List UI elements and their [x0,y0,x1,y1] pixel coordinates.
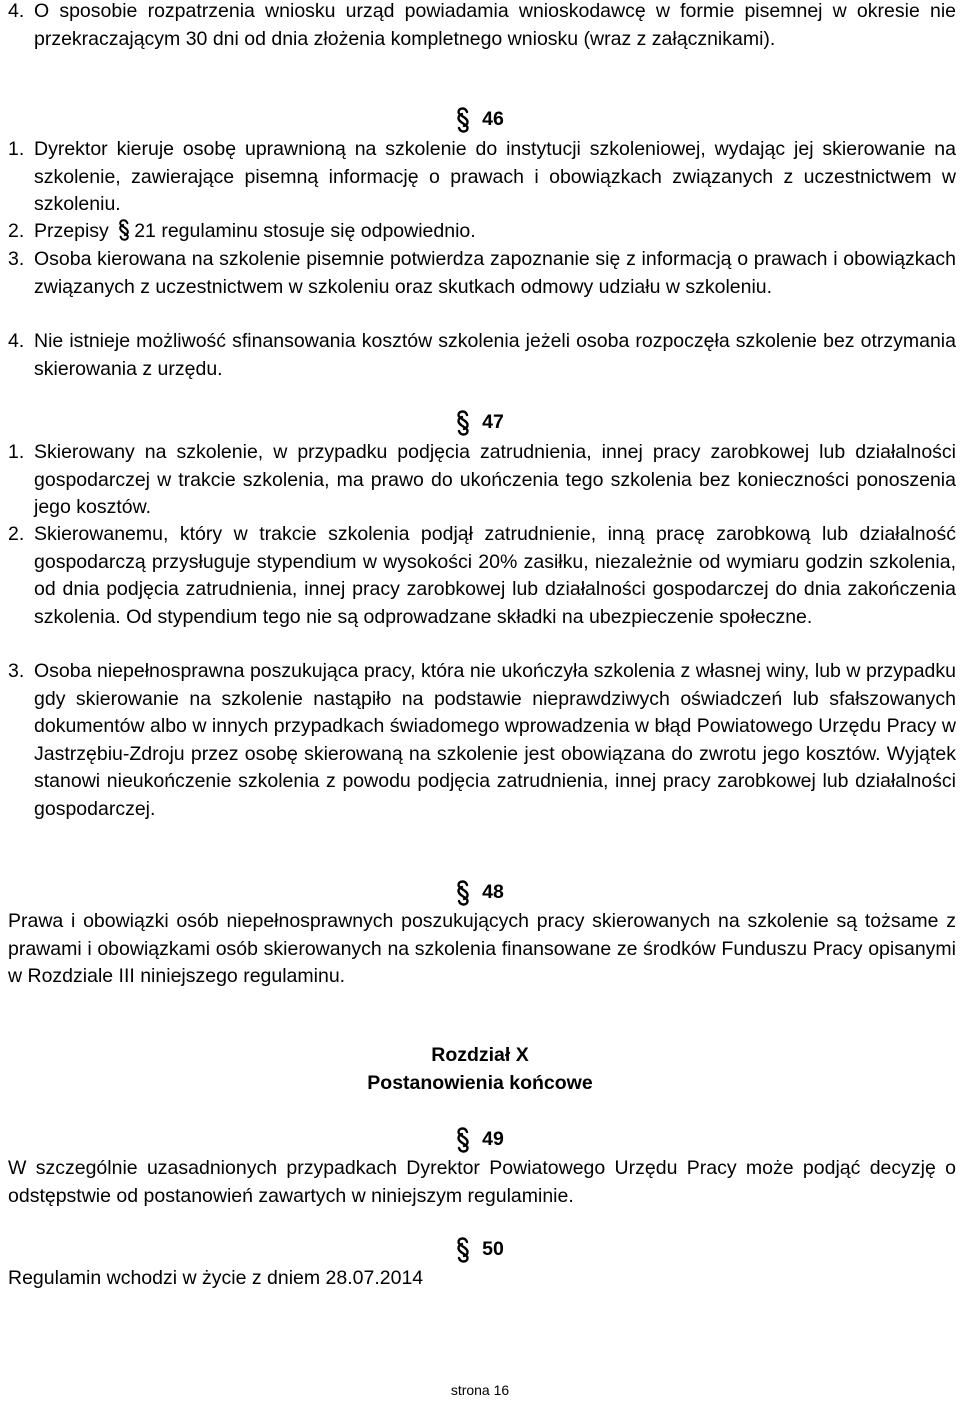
list-item [0,0,956,53]
section-47-heading [0,410,960,436]
section-number: 46 [482,108,504,131]
list-item [0,136,956,219]
item-number: 1. [8,441,25,463]
section-number: 50 [482,1238,504,1261]
section-sign-icon [456,107,470,133]
list-item [0,439,956,522]
chapter-title: Rozdział X [431,1044,529,1066]
section-49-text: W szczególnie uzasadnionych przypadkach Dyrektor Powiatowego Urzędu Pracy może podjąć decyzję o odstępstwie od postanowień zawartych w niniejszym regulaminie. [8,1157,956,1207]
section-sign-icon [456,1127,470,1153]
section-46-heading [0,107,960,133]
section-sign-icon [456,880,470,906]
list-item [0,246,956,301]
list-item [0,521,956,631]
page-number: strona 16 [450,1382,510,1398]
item-text: Nie istnieje możliwość sfinansowania kosztów szkolenia jeżeli osoba rozpoczęła szkolenie bez otrzymania skierowania z urzędu. [34,330,956,380]
list-item [0,658,956,823]
item-number: 4. [8,0,25,22]
item-text: Dyrektor kieruje osobę uprawnioną na szkolenie do instytucji szkoleniowej, wydając jej skierowanie na szkolenie, zawierające pisemną informację o prawach i obowiązkach związanych z uczestnictwem w szkoleniu. [34,138,956,215]
item-text: O sposobie rozpatrzenia wniosku urząd powiadamia wnioskodawcę w formie pisemnej w okresie nie przekraczającym 30 dni od dnia złożenia kompletnego wniosku (wraz z załącznikami). [34,0,956,50]
item-text-end: regulaminu stosuje się odpowiednio. [161,220,476,242]
item-number: 2. [8,220,25,242]
section-reference: 21 [134,220,156,242]
section-number: 49 [482,1128,504,1151]
section-number: 48 [482,881,504,904]
item-number: 3. [8,248,25,270]
section-sign-icon [456,410,470,436]
section-48-heading [0,880,960,906]
section-number: 47 [482,411,504,434]
item-number: 4. [8,330,25,352]
item-text: Skierowany na szkolenie, w przypadku podjęcia zatrudnienia, innej pracy zarobkowej lub działalności gospodarczej w trakcie szkolenia, ma prawo do ukończenia tego szkolenia bez konieczności ponoszenia jego kosztów. [34,441,956,518]
item-text [34,218,956,246]
item-number: 1. [8,138,25,160]
chapter-subtitle: Postanowienia końcowe [367,1072,593,1094]
item-text: Osoba niepełnosprawna poszukująca pracy, która nie ukończyła szkolenia z własnej winy, lub w przypadku gdy skierowanie na szkolenie nastąpiło na podstawie nieprawdziwych oświadczeń lub sfałszowanych dokumentów albo w innych przypadkach świadomego wprowadzenia w błąd Powiatowego Urzędu Pracy w Jastrzębiu-Zdroju przez osobę skierowaną na szkolenie jest obowiązana do zwrotu jego kosztów. Wyjątek stanowi nieukończenie szkolenia z powodu podjęcia zatrudnienia, innej pracy zarobkowej lub działalności gospodarczej. [34,660,956,820]
item-number: 2. [8,523,25,545]
section-49-heading [0,1127,960,1153]
section-sign-icon [456,1237,470,1263]
section-50-text: Regulamin wchodzi w życie z dniem 28.07.2014 [8,1267,424,1289]
section-50-heading [0,1237,960,1263]
list-item [0,218,956,246]
section-sign-icon [118,219,130,241]
item-text: Osoba kierowana na szkolenie pisemnie potwierdza zapoznanie się z informacją o prawach i obowiązkach związanych z uczestnictwem w szkoleniu oraz skutkach odmowy udziału w szkoleniu. [34,248,956,298]
item-number: 3. [8,660,25,682]
item-text-start: Przepisy [34,220,109,242]
list-item [0,328,956,383]
section-48-text: Prawa i obowiązki osób niepełnosprawnych poszukujących pracy skierowanych na szkolenie są tożsame z prawami i obowiązkami osób skierowanych na szkolenia finansowane ze środków Funduszu Pracy opisanymi w Rozdziale III niniejszego regulaminu. [8,910,956,987]
item-text: Skierowanemu, który w trakcie szkolenia podjął zatrudnienie, inną pracę zarobkową lub działalność gospodarczą przysługuje stypendium w wysokości 20% zasiłku, niezależnie od wymiaru godzin szkolenia, od dnia podjęcia zatrudnienia, innej pracy zarobkowej lub działalności gospodarczej do dnia zakończenia szkolenia. Od stypendium tego nie są odprowadzane składki na ubezpieczenie społeczne. [34,523,956,628]
